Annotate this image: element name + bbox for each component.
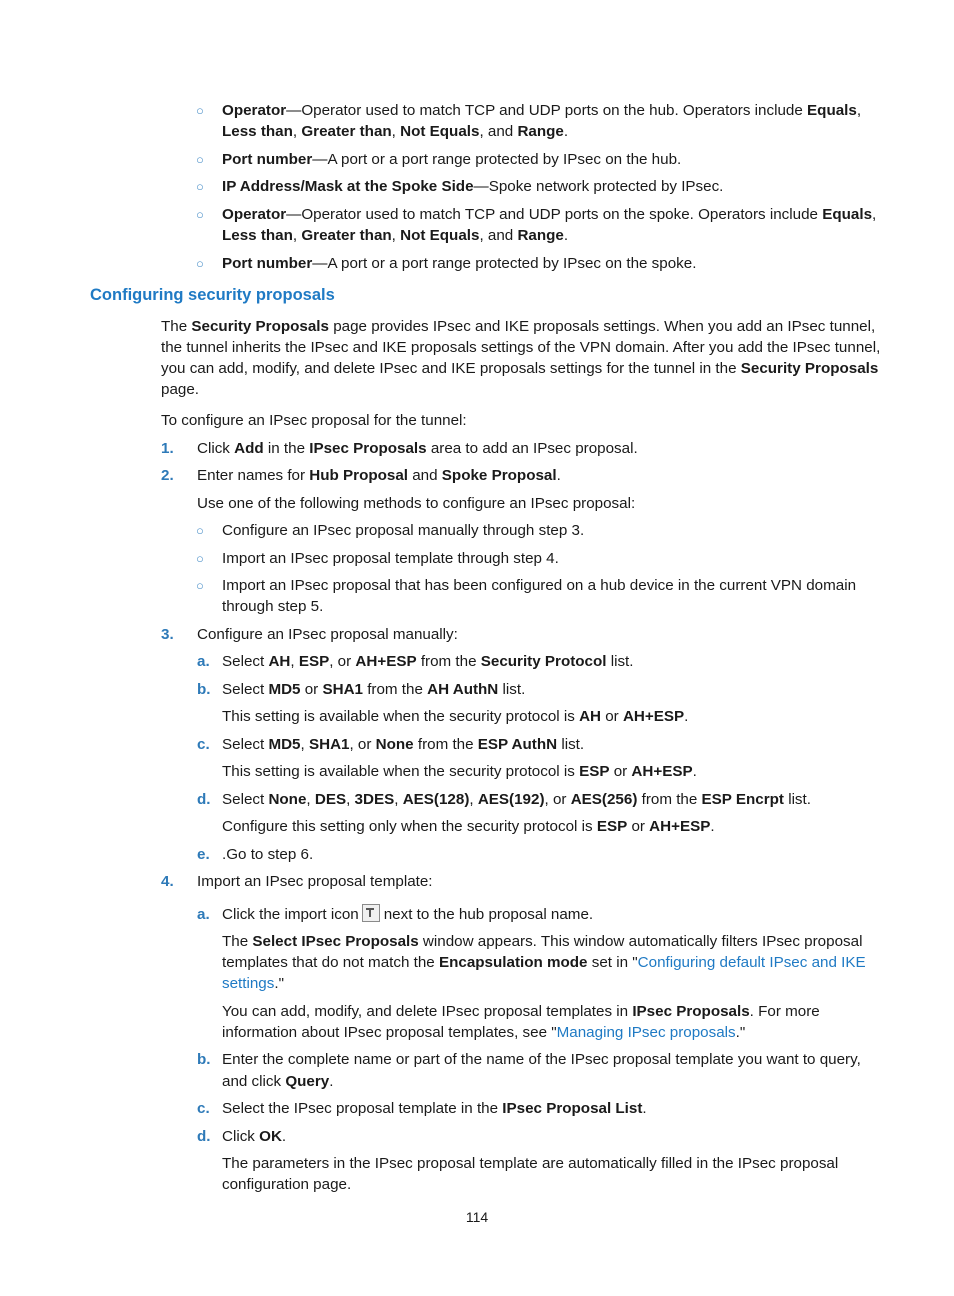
list-item: Port number—A port or a port range protected by IPsec on the spoke.: [222, 255, 697, 272]
page-number: 114: [465, 1209, 489, 1225]
list-item: Operator—Operator used to match TCP and UDP ports on the hub. Operators include Equals,: [222, 102, 862, 119]
substep-4b-line2: and click Query.: [222, 1073, 334, 1090]
substep-letter: b.: [197, 681, 211, 698]
substep-4c: Select the IPsec proposal template in the IPsec Proposal List.: [222, 1100, 647, 1117]
substep-4a-para1-line2: templates that do not match the Encapsulation mode set in "Configuring default IPsec and IKE: [222, 954, 866, 971]
substep-4a-para2-line2: information about IPsec proposal templates, see "Managing IPsec proposals.": [222, 1024, 746, 1041]
list-item: Port number—A port or a port range protected by IPsec on the hub.: [222, 151, 682, 168]
substep-3d-note: Configure this setting only when the security protocol is ESP or AH+ESP.: [222, 818, 715, 835]
step-2: Enter names for Hub Proposal and Spoke Proposal.: [197, 467, 561, 484]
step-4: Import an IPsec proposal template:: [197, 873, 433, 890]
link-settings[interactable]: settings: [222, 975, 275, 992]
bullet-icon: ○: [196, 523, 204, 538]
step-number: 3.: [161, 626, 174, 643]
bullet-icon: ○: [196, 152, 204, 167]
bullet-icon: ○: [196, 551, 204, 566]
bullet-icon: ○: [196, 578, 204, 593]
substep-letter: c.: [197, 736, 210, 753]
substep-3b: Select MD5 or SHA1 from the AH AuthN list.: [222, 681, 526, 698]
step-1: Click Add in the IPsec Proposals area to add an IPsec proposal.: [197, 440, 638, 457]
substep-4d: Click OK.: [222, 1128, 287, 1145]
method-item: Import an IPsec proposal template through step 4.: [222, 550, 559, 567]
substep-3d: Select None, DES, 3DES, AES(128), AES(192), or AES(256) from the ESP Encrpt list.: [222, 791, 811, 808]
substep-4a-para1: The Select IPsec Proposals window appears. This window automatically filters IPsec proposal: [222, 933, 863, 950]
substep-3c: Select MD5, SHA1, or None from the ESP AuthN list.: [222, 736, 585, 753]
step-2-note: Use one of the following methods to configure an IPsec proposal:: [197, 495, 636, 512]
substep-4a-para2: You can add, modify, and delete IPsec proposal templates in IPsec Proposals. For more: [222, 1003, 820, 1020]
substep-4a-para1-line3: settings.": [222, 975, 284, 992]
substep-4d-note: The parameters in the IPsec proposal template are automatically filled in the IPsec proposal: [222, 1155, 839, 1172]
link-managing-ipsec-proposals[interactable]: Managing IPsec proposals: [556, 1024, 736, 1041]
method-item: Configure an IPsec proposal manually through step 3.: [222, 522, 585, 539]
substep-letter: d.: [197, 791, 211, 808]
bullet-icon: ○: [196, 207, 204, 222]
substep-letter: e.: [197, 846, 210, 863]
procedure-intro: To configure an IPsec proposal for the tunnel:: [161, 412, 467, 429]
substep-letter: b.: [197, 1051, 211, 1068]
method-item-cont: through step 5.: [222, 598, 324, 615]
substep-letter: c.: [197, 1100, 210, 1117]
substep-3a: Select AH, ESP, or AH+ESP from the Security Protocol list.: [222, 653, 634, 670]
substep-3e: .Go to step 6.: [222, 846, 314, 863]
substep-4d-note-line2: configuration page.: [222, 1176, 352, 1193]
substep-letter: a.: [197, 906, 210, 923]
link-configuring-default[interactable]: Configuring default IPsec and IKE: [637, 954, 866, 971]
bullet-icon: ○: [196, 179, 204, 194]
step-3: Configure an IPsec proposal manually:: [197, 626, 458, 643]
substep-letter: d.: [197, 1128, 211, 1145]
substep-4a: Click the import icon next to the hub proposal name.: [222, 906, 594, 923]
substep-letter: a.: [197, 653, 210, 670]
substep-3b-note: This setting is available when the security protocol is AH or AH+ESP.: [222, 708, 689, 725]
list-item: Operator—Operator used to match TCP and UDP ports on the spoke. Operators include Equals,: [222, 206, 877, 223]
substep-3c-note: This setting is available when the security protocol is ESP or AH+ESP.: [222, 763, 697, 780]
list-item: IP Address/Mask at the Spoke Side—Spoke network protected by IPsec.: [222, 178, 724, 195]
method-item: Import an IPsec proposal that has been configured on a hub device in the current VPN domain: [222, 577, 857, 594]
import-icon[interactable]: [362, 904, 380, 922]
bullet-icon: ○: [196, 103, 204, 118]
list-item-cont: Less than, Greater than, Not Equals, and Range.: [222, 227, 569, 244]
section-title: Configuring security proposals: [90, 286, 335, 304]
step-number: 4.: [161, 873, 174, 890]
bullet-icon: ○: [196, 256, 204, 271]
step-number: 1.: [161, 440, 174, 457]
step-number: 2.: [161, 467, 174, 484]
list-item-cont: Less than, Greater than, Not Equals, and Range.: [222, 123, 569, 140]
substep-4b: Enter the complete name or part of the name of the IPsec proposal template you want to query,: [222, 1051, 861, 1068]
